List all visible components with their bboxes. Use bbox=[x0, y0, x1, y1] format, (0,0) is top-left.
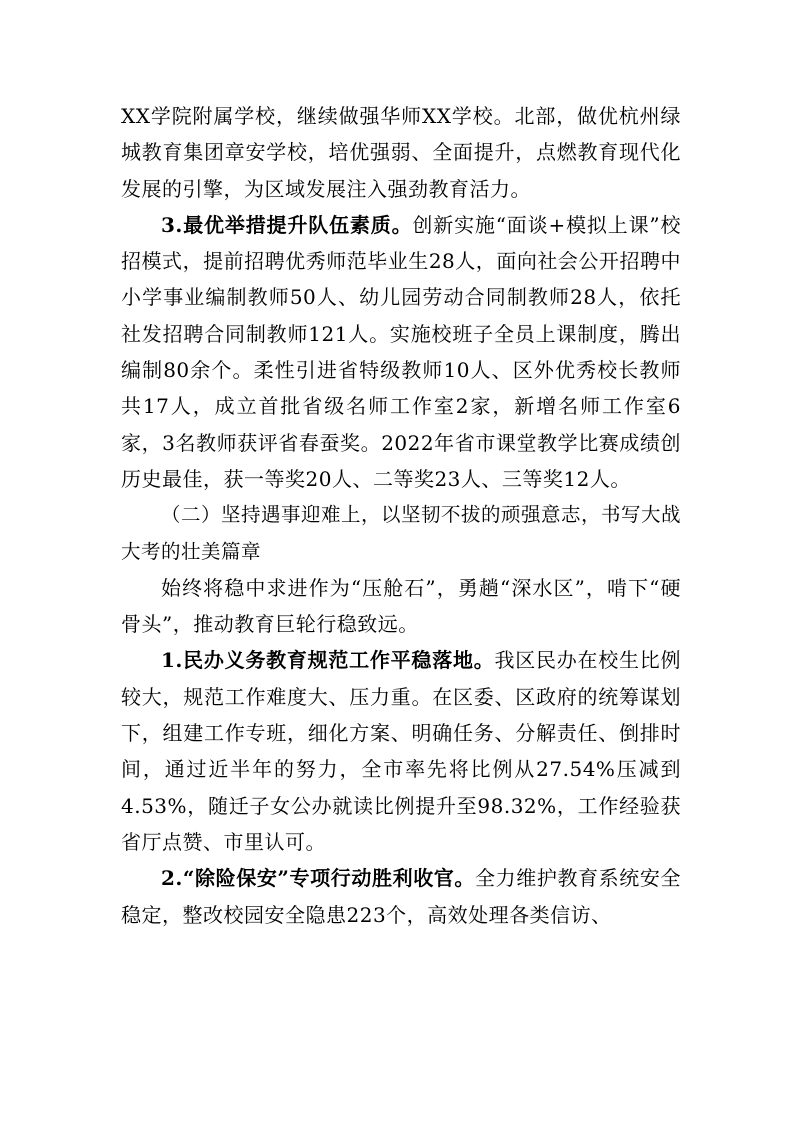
paragraph-text: 全力维护教育系统安全稳定，整改校园安全隐患223个，高效处理各类信访、 bbox=[121, 866, 682, 927]
document-page bbox=[121, 98, 681, 933]
paragraph-item-3 bbox=[121, 207, 681, 497]
paragraph-text: XX学院附属学校，继续做强华师XX学校。北部，做优杭州绿城教育集团章安学校，培优强弱、全面提升，点燃教育现代化发展的引擎，为区域发展注入强劲教育活力。 bbox=[121, 104, 681, 201]
paragraph-text: 我区民办在校生比例较大，规范工作难度大、压力重。在区委、区政府的统筹谋划下，组建工作专班，细化方案、明确任务、分解责任、倒排时间，通过近半年的努力，全市率先将比例从27.54%压减到4.53%，随迁子女公办就读比例提升至98.32%，工作经验获省厅点赞、市里认可。 bbox=[121, 648, 681, 854]
paragraph-continuation bbox=[121, 98, 681, 207]
paragraph-lead: 3.最优举措提升队伍素质。 bbox=[161, 212, 413, 237]
paragraph-lead: 1.民办义务教育规范工作平稳落地。 bbox=[161, 648, 495, 673]
section-heading bbox=[121, 497, 681, 570]
paragraph-lead: 2.“除险保安”专项行动胜利收官。 bbox=[161, 866, 476, 891]
paragraph-text: 创新实施“面谈+模拟上课”校招模式，提前招聘优秀师范毕业生28人，面向社会公开招聘中小学事业编制教师50人、幼儿园劳动合同制教师28人，依托社发招聘合同制教师121人。实施校班子全员上课制度，腾出编制80余个。柔性引进省特级教师10人、区外优秀校长教师共17人，成立首批省级名师工作室2家，新增名师工作室6家，3名教师获评省春蚕奖。2022年省市课堂教学比赛成绩创历史最佳，获一等奖20人、二等奖23人、三等奖12人。 bbox=[121, 212, 681, 491]
paragraph-body bbox=[121, 570, 681, 643]
section-heading-text: （二）坚持遇事迎难上，以坚韧不拔的顽强意志，书写大战大考的壮美篇章 bbox=[121, 503, 682, 563]
paragraph-item-1 bbox=[121, 642, 681, 860]
paragraph-item-2 bbox=[121, 860, 681, 933]
paragraph-text: 始终将稳中求进作为“压舱石”，勇趟“深水区”，啃下“硬骨头”，推动教育巨轮行稳致远。 bbox=[121, 575, 681, 637]
